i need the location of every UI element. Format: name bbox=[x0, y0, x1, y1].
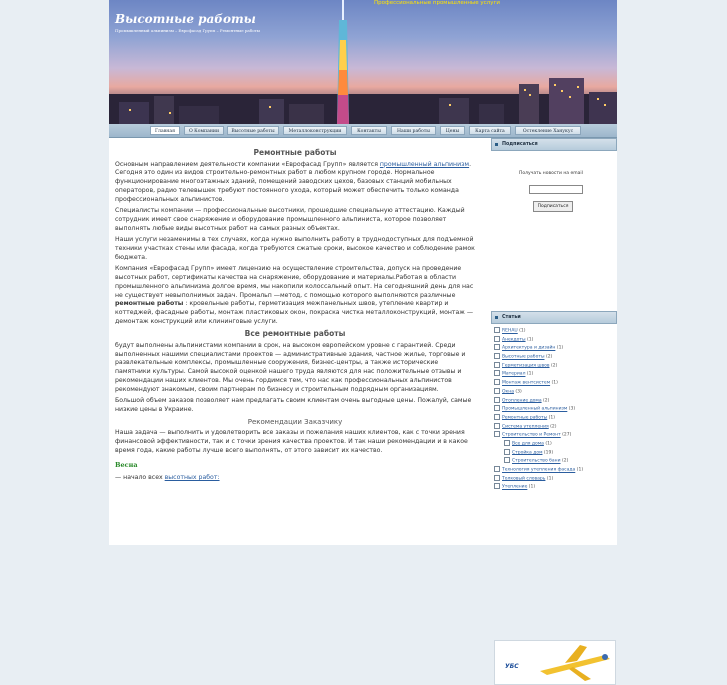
paragraph-projects: будут выполнены альпинистами компании в срок, на высоком европейском уровне с гарантией. Среди выполненных нашими специалистами проектов — административные здания, частное жилье, торговые и развлекательные комплексы, промышленные сооружения, бизнес-центры, а также исторические памятники культуры. Самой высокой оценкой нашего труда являются для нас положительные отзывы и рекомендации наших клиентов. Мы очень гордимся тем, что нас как профессиональных альпинистов рекомендуют знакомым, своим партнерам по бизнесу и строительным подрядным организациям. bbox=[115, 342, 466, 393]
category-count: (1) bbox=[546, 476, 554, 482]
alpinism-link[interactable]: промышленный альпинизм bbox=[379, 160, 470, 168]
expand-box-icon[interactable] bbox=[494, 423, 500, 429]
all-repair-works-heading: Все ремонтные работы bbox=[244, 329, 346, 339]
expand-box-icon[interactable] bbox=[494, 353, 500, 359]
expand-box-icon[interactable] bbox=[494, 344, 500, 350]
nav-glazing[interactable]: Остекление Ханукус bbox=[515, 126, 581, 135]
email-input[interactable] bbox=[529, 185, 583, 194]
expand-box-icon[interactable] bbox=[494, 379, 500, 385]
category-count: (1) bbox=[545, 441, 552, 447]
category-count: (27) bbox=[562, 432, 572, 438]
expand-box-icon[interactable] bbox=[494, 327, 500, 333]
category-link[interactable]: Строительство бани bbox=[512, 458, 561, 464]
high-rise-works-link[interactable]: высотных работ: bbox=[164, 474, 220, 482]
category-link[interactable]: Отопление дома bbox=[502, 398, 542, 403]
category-link[interactable]: Промышленный альпинизм bbox=[502, 406, 568, 412]
spring-heading: Весна bbox=[115, 460, 138, 469]
category-link[interactable]: Стройка дом bbox=[512, 450, 543, 456]
paragraph-task: Наша задача — выполнить и удовлетворить все заказы и пожелания наших клиентов, как с точки зрения финансовой эффективности, так и с точки зрения качества проектов. И так наши рекомендации и в какое время года, какие работы лучше всего выполнять, от этого зависит их качество. bbox=[115, 429, 468, 454]
paragraph-license bbox=[115, 265, 475, 326]
category-count: (2) bbox=[545, 354, 553, 360]
category-item[interactable] bbox=[494, 336, 617, 345]
expand-box-icon[interactable] bbox=[494, 475, 500, 481]
category-count: (1) bbox=[551, 380, 558, 386]
category-count: (1) bbox=[576, 467, 584, 473]
paragraph-text: . Сегодня это один из видов строительно-ремонтных работ в любом крупном городе. Нормальное функционирование многоэтажных зданий, помещений заводских цехов, базовых станций мобильных операторов, радио телевышек требуют постоянного ухода, который может обеспечить только команда профессиональных альпинистов. bbox=[115, 160, 472, 203]
nav-about[interactable]: О Компании bbox=[184, 126, 224, 135]
category-count: (1) bbox=[556, 345, 564, 351]
category-link[interactable]: Толковый словарь bbox=[502, 476, 546, 482]
category-item[interactable] bbox=[494, 431, 617, 440]
widget-title-text: Подписаться bbox=[502, 142, 538, 147]
paragraph-text: Основным направлением деятельности компании «Еврофасад Групп» является bbox=[115, 160, 380, 168]
subscribe-widget-title bbox=[491, 138, 617, 151]
recommendations-heading: Рекомендации Заказчику bbox=[247, 417, 343, 426]
square-icon bbox=[495, 316, 498, 319]
category-link[interactable]: Утепление bbox=[502, 484, 528, 490]
paragraph-text: : кровельные работы, герметизация межпанельных швов, утепление квартир и коттеджей, фасадные работы, монтаж пластиковых окон, покраска чистка металлоконструкций, монтаж — демонтаж конструкций или клининговые услуги. bbox=[115, 300, 474, 325]
category-item[interactable] bbox=[494, 457, 617, 466]
site-title[interactable]: Высотные работы bbox=[115, 12, 256, 26]
category-link[interactable]: Высотные работы bbox=[502, 354, 545, 360]
nav-contacts[interactable]: Контакты bbox=[351, 126, 387, 135]
category-count: (1) bbox=[528, 484, 536, 490]
category-count: (1) bbox=[519, 328, 526, 334]
expand-box-icon[interactable] bbox=[494, 414, 500, 420]
expand-box-icon[interactable] bbox=[494, 483, 500, 489]
category-item[interactable] bbox=[494, 344, 617, 353]
sidebar bbox=[491, 138, 617, 670]
nav-sitemap[interactable]: Карта сайта bbox=[469, 126, 511, 135]
category-item[interactable] bbox=[494, 414, 617, 423]
category-count: (1) bbox=[526, 337, 534, 343]
category-count: (19) bbox=[543, 450, 554, 456]
page bbox=[109, 0, 617, 670]
category-count: (3) bbox=[515, 389, 522, 395]
paragraph-services: Наши услуги незаменимы в тех случаях, когда нужно выполнить работу в труднодоступных для подъемной техники участках стены или фасада, когда требуются сжатые сроки, высокое качество и соблюдение рамок бюджета. bbox=[115, 236, 475, 261]
repair-works-bold: ремонтные работы bbox=[115, 300, 184, 308]
category-item[interactable] bbox=[494, 379, 617, 388]
articles-widget-title bbox=[491, 311, 617, 324]
category-count: (1) bbox=[526, 371, 534, 377]
category-link[interactable]: Система утепления bbox=[502, 424, 549, 430]
page-heading: Ремонтные работы bbox=[253, 148, 337, 157]
category-item[interactable] bbox=[494, 397, 617, 406]
subscribe-label: Получать новости на email bbox=[519, 171, 583, 176]
category-link[interactable]: Монтаж вентсистем bbox=[502, 380, 551, 386]
expand-box-icon[interactable] bbox=[504, 440, 510, 446]
nav-prices[interactable]: Цены bbox=[440, 126, 465, 135]
category-item[interactable] bbox=[494, 405, 617, 414]
category-count: (2) bbox=[543, 398, 550, 403]
categories-list bbox=[491, 324, 617, 492]
expand-box-icon[interactable] bbox=[504, 457, 510, 463]
airplane-icon bbox=[535, 643, 615, 683]
paragraph-specialists: Специалисты компании — профессиональные высотники, прошедшие специальную аттестацию. Каждый сотрудник имеет свое снаряжение и оборудование промышленного альпиниста, которое позволяет выполнять любые виды высотных работ на самых разных объектах. bbox=[115, 207, 465, 232]
main-content bbox=[115, 145, 475, 486]
nav-high-rise-works[interactable]: Высотные работы bbox=[227, 126, 279, 135]
paragraph-intro bbox=[115, 161, 475, 205]
subscribe-widget bbox=[491, 151, 617, 311]
top-link[interactable]: Профессиональные промышленные услуги bbox=[374, 0, 500, 6]
category-item[interactable] bbox=[494, 475, 617, 484]
paragraph-prices: Большой объем заказов позволяет нам предлагать своим клиентам очень выгодные цены. Пожалуй, самые низкие цены в Украине. bbox=[115, 397, 472, 413]
category-link[interactable]: Окна bbox=[502, 389, 514, 395]
nav-our-works[interactable]: Наши работы bbox=[391, 126, 436, 135]
category-item[interactable] bbox=[494, 327, 617, 336]
expand-box-icon[interactable] bbox=[494, 388, 500, 394]
main-navigation bbox=[109, 124, 617, 138]
category-link[interactable]: REHAU bbox=[502, 328, 518, 334]
category-item[interactable] bbox=[494, 440, 617, 449]
nav-metal-structures[interactable]: Металлоконструкции bbox=[283, 126, 347, 135]
category-item[interactable] bbox=[494, 388, 617, 397]
expand-box-icon[interactable] bbox=[494, 466, 500, 472]
category-item[interactable] bbox=[494, 449, 617, 458]
paragraph-text: — начало всех bbox=[115, 474, 165, 482]
category-count: (2) bbox=[561, 458, 569, 464]
expand-box-icon[interactable] bbox=[494, 431, 500, 437]
category-link[interactable]: Технология утепления фасада bbox=[502, 467, 576, 473]
tv-tower-image bbox=[331, 0, 355, 124]
category-item[interactable] bbox=[494, 483, 617, 492]
header-banner bbox=[109, 0, 617, 124]
expand-box-icon[interactable] bbox=[494, 336, 500, 342]
category-count: (3) bbox=[568, 406, 576, 412]
category-count: (1) bbox=[548, 415, 556, 421]
category-link[interactable]: Герметизация швов bbox=[502, 363, 550, 369]
city-skyline-image bbox=[109, 64, 617, 124]
category-item[interactable] bbox=[494, 362, 617, 371]
category-item[interactable] bbox=[494, 423, 617, 432]
nav-home[interactable]: Главная bbox=[150, 126, 180, 135]
category-link[interactable]: Анекдоты bbox=[502, 337, 526, 343]
expand-box-icon[interactable] bbox=[494, 397, 500, 403]
expand-box-icon[interactable] bbox=[494, 370, 500, 376]
widget-title-text: Статьи bbox=[502, 315, 521, 320]
category-link[interactable]: Все для дома bbox=[512, 441, 544, 447]
square-icon bbox=[495, 143, 498, 146]
category-item[interactable] bbox=[494, 353, 617, 362]
paragraph-text: Компания «Еврофасад Групп» имеет лицензию на осуществление строительства, допуск на проведение высотных работ, сертификаты качества на снаряжение, оборудование и материалы.Работая в области промышленного альпинизма долгое время, мы накопили колоссальный опыт. На сегодняшний день для нас не существует невыполнимых задач. Промальп —метод, с помощью которого выполняются различные bbox=[115, 265, 474, 299]
category-link[interactable]: Строительство и Ремонт bbox=[502, 432, 561, 438]
category-item[interactable] bbox=[494, 370, 617, 379]
paragraph-spring bbox=[115, 474, 475, 483]
expand-box-icon[interactable] bbox=[494, 362, 500, 368]
site-description: Промышленный альпинизм – Еврофасад Групп – Ремонтные работы bbox=[115, 28, 260, 33]
expand-box-icon[interactable] bbox=[494, 405, 500, 411]
category-link[interactable]: Архитектура и дизайн bbox=[502, 345, 556, 351]
banner-text: УБС bbox=[505, 663, 519, 670]
category-count: (2) bbox=[550, 363, 558, 369]
advertisement-banner[interactable] bbox=[494, 640, 616, 685]
expand-box-icon[interactable] bbox=[504, 449, 510, 455]
category-link[interactable]: Материал bbox=[502, 371, 526, 377]
category-link[interactable]: Ремонтные работы bbox=[502, 415, 548, 421]
category-item[interactable] bbox=[494, 466, 617, 475]
subscribe-button[interactable]: Подписаться bbox=[533, 201, 573, 212]
category-count: (2) bbox=[550, 424, 557, 430]
